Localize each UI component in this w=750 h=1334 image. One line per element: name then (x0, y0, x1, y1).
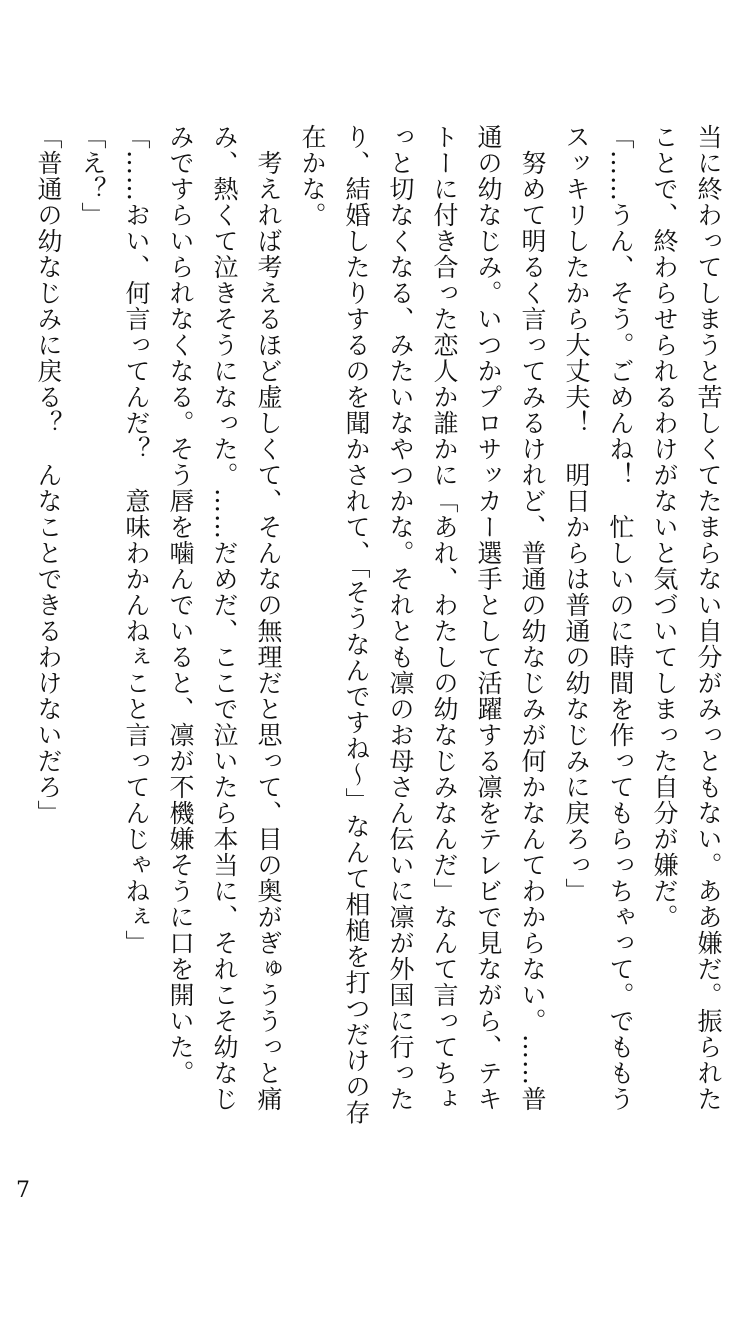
paragraph-5: 「……おい、何言ってんだ？ 意味わかんねぇこと言ってんじゃねぇ」 (122, 124, 151, 956)
paragraph-1: 当に終わってしまうと苦しくてたまらない自分がみっともない。ああ嫌だ。振られたことで、終わらせられるわけがないと気づいてしまった自分が嫌だ。 (650, 124, 723, 1112)
paragraph-2: 「……うん、そう。ごめんね！ 忙しいのに時間を作ってもらっちゃって。でももうスッキリしたから大丈夫！ 明日からは普通の幼なじみに戻ろっ」 (562, 124, 635, 1112)
paragraph-7: 「普通の幼なじみに戻る？ んなことできるわけないだろ」 (34, 124, 63, 826)
vertical-text-body (18, 124, 730, 1134)
paragraph-4: 考えれば考えるほど虚しくて、そんなの無理だと思って、目の奥がぎゅううっと痛み、熱くて泣きそうになった。……だめだ、ここで泣いたら本当に、それこそ幼なじみですらいられなくなる。そう唇を噛んでいると、凛が不機嫌そうに口を開いた。 (166, 124, 283, 1112)
paragraph-3: 努めて明るく言ってみるけれど、普通の幼なじみが何かなんてわからない。……普通の幼なじみ。いつかプロサッカー選手として活躍する凛をテレビで見ながら、テキトーに付き合った恋人か誰かに「あれ、わたしの幼なじみなんだ」なんて言ってちょっと切なくなる、みたいなやつかな。それとも凛のお母さん伝いに凛が外国に行ったり、結婚したりするのを聞かされて、「そうなんですね〜」なんて相槌を打つだけの存在かな。 (298, 124, 547, 1126)
page-number: 7 (16, 1178, 30, 1203)
paragraph-6: 「え？」 (78, 124, 107, 228)
